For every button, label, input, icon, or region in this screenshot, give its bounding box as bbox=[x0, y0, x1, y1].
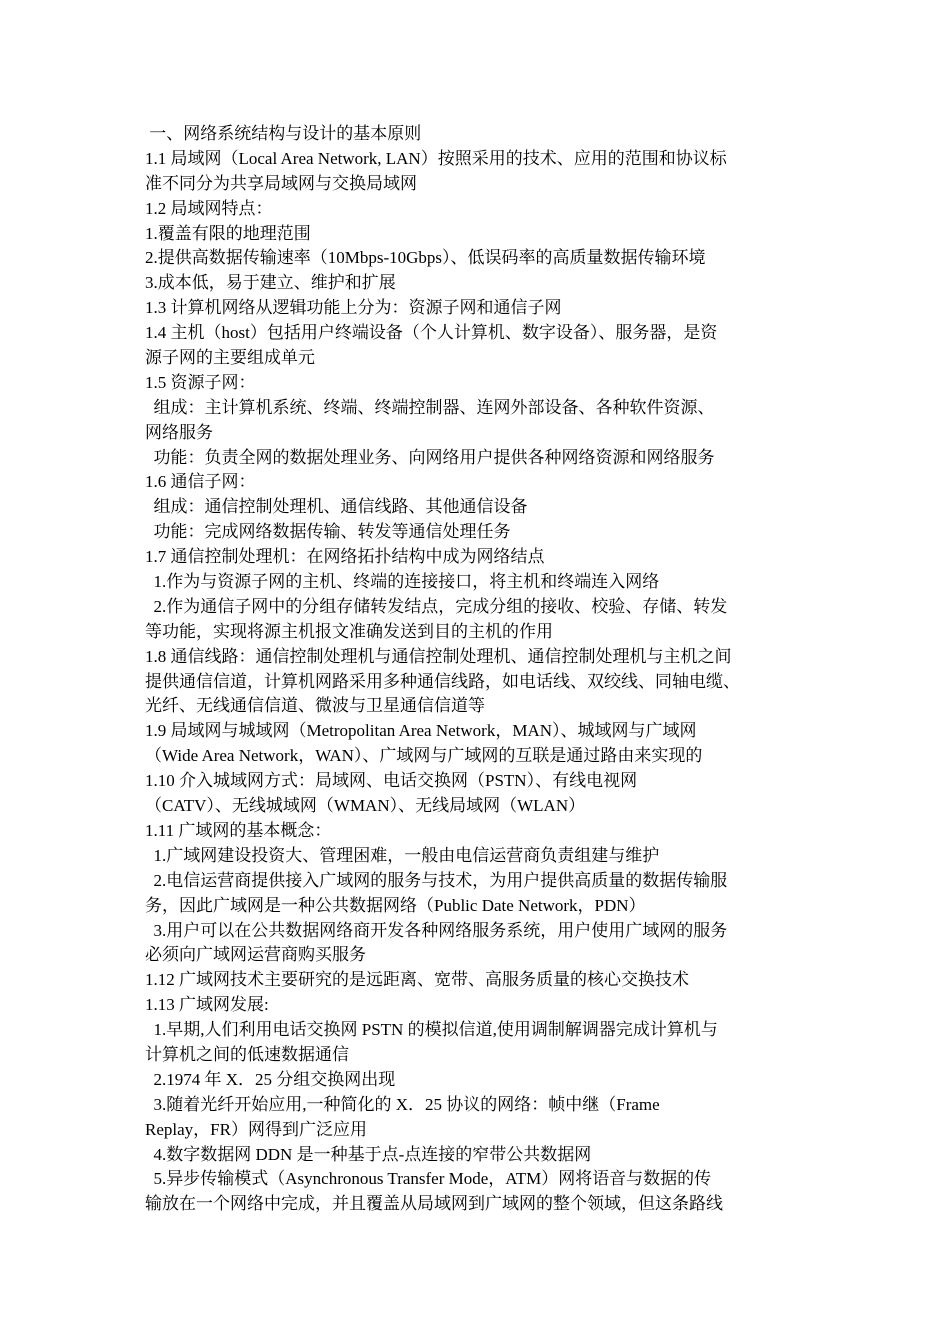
paragraph-line: 2.1974 年 X．25 分组交换网出现 bbox=[145, 1069, 396, 1089]
paragraph-line: 网络服务 bbox=[145, 422, 213, 442]
paragraph-line: 2.电信运营商提供接入广域网的服务与技术，为用户提供高质量的数据传输服 bbox=[145, 870, 728, 890]
paragraph-line: 功能：负责全网的数据处理业务、向网络用户提供各种网络资源和网络服务 bbox=[145, 447, 715, 467]
paragraph-line: （CATV）、无线城域网（WMAN）、无线局域网（WLAN） bbox=[145, 796, 586, 816]
paragraph-line: 1.2 局域网特点： bbox=[145, 198, 273, 218]
paragraph-line: 1.3 计算机网络从逻辑功能上分为：资源子网和通信子网 bbox=[145, 298, 562, 318]
paragraph-line: 功能：完成网络数据传输、转发等通信处理任务 bbox=[145, 522, 511, 542]
paragraph-line: （Wide Area Network，WAN）、广域网与广域网的互联是通过路由来实现的 bbox=[145, 746, 703, 766]
paragraph-line: 准不同分为共享局域网与交换局域网 bbox=[145, 173, 417, 193]
paragraph-line: 光纤、无线通信信道、微波与卫星通信信道等 bbox=[145, 696, 485, 716]
paragraph-line: 1.5 资源子网： bbox=[145, 372, 256, 392]
paragraph-line: 3.成本低，易于建立、维护和扩展 bbox=[145, 273, 396, 293]
paragraph-line: 4.数字数据网 DDN 是一种基于点-点连接的窄带公共数据网 bbox=[145, 1144, 592, 1164]
paragraph-line: 1.早期,人们利用电话交换网 PSTN 的模拟信道,使用调制解调器完成计算机与 bbox=[145, 1020, 718, 1040]
paragraph-line: 1.9 局域网与城域网（Metropolitan Area Network，MAN）、城域网与广域网 bbox=[145, 721, 697, 741]
paragraph-line: 1.覆盖有限的地理范围 bbox=[145, 223, 311, 243]
paragraph-line: 1.4 主机（host）包括用户终端设备（个人计算机、数字设备）、服务器，是资 bbox=[145, 323, 718, 343]
paragraph-line: 2.提供高数据传输速率（10Mbps-10Gbps）、低误码率的高质量数据传输环境 bbox=[145, 248, 706, 268]
paragraph-line: 输放在一个网络中完成，并且覆盖从局域网到广域网的整个领域，但这条路线 bbox=[145, 1194, 723, 1214]
paragraph-line: 1.8 通信线路：通信控制处理机与通信控制处理机、通信控制处理机与主机之间 bbox=[145, 646, 732, 666]
paragraph-line: 1.11 广域网的基本概念： bbox=[145, 820, 332, 840]
paragraph-line: 1.13 广域网发展: bbox=[145, 995, 269, 1015]
paragraph-line: 3.随着光纤开始应用,一种简化的 X．25 协议的网络：帧中继（Frame bbox=[145, 1094, 660, 1114]
paragraph-line: 2.作为通信子网中的分组存储转发结点，完成分组的接收、校验、存储、转发 bbox=[145, 596, 728, 616]
document-body bbox=[145, 122, 810, 1217]
paragraph-line: 1.1 局域网（Local Area Network, LAN）按照采用的技术、应用的范围和协议标 bbox=[145, 148, 727, 168]
paragraph-line: 计算机之间的低速数据通信 bbox=[145, 1044, 349, 1064]
paragraph-line: 组成：通信控制处理机、通信线路、其他通信设备 bbox=[145, 497, 528, 517]
section-heading: 一、网络系统结构与设计的基本原则 bbox=[145, 124, 422, 143]
paragraph-line: 提供通信信道，计算机网路采用多种通信线路，如电话线、双绞线、同轴电缆、 bbox=[145, 671, 740, 691]
paragraph-line: 1.广域网建设投资大、管理困难，一般由电信运营商负责组建与维护 bbox=[145, 845, 660, 865]
paragraph-line: 1.12 广域网技术主要研究的是远距离、宽带、高服务质量的核心交换技术 bbox=[145, 970, 689, 990]
paragraph-line: 5.异步传输模式（Asynchronous Transfer Mode，ATM）网将语音与数据的传 bbox=[145, 1169, 712, 1189]
paragraph-line: 1.10 介入城域网方式：局域网、电话交换网（PSTN）、有线电视网 bbox=[145, 771, 638, 791]
paragraph-line: 必须向广域网运营商购买服务 bbox=[145, 945, 366, 965]
paragraph-line: Replay，FR）网得到广泛应用 bbox=[145, 1119, 367, 1139]
paragraph-line: 1.7 通信控制处理机：在网络拓扑结构中成为网络结点 bbox=[145, 547, 545, 567]
paragraph-line: 务，因此广域网是一种公共数据网络（Public Date Network，PDN） bbox=[145, 895, 646, 915]
paragraph-line: 3.用户可以在公共数据网络商开发各种网络服务系统，用户使用广域网的服务 bbox=[145, 920, 728, 940]
paragraph-line: 等功能，实现将源主机报文准确发送到目的主机的作用 bbox=[145, 621, 553, 641]
paragraph-line: 源子网的主要组成单元 bbox=[145, 348, 315, 368]
paragraph-line: 1.作为与资源子网的主机、终端的连接接口，将主机和终端连入网络 bbox=[145, 572, 660, 592]
paragraph-line: 1.6 通信子网： bbox=[145, 472, 256, 492]
paragraph-line: 组成：主计算机系统、终端、终端控制器、连网外部设备、各种软件资源、 bbox=[145, 397, 715, 417]
